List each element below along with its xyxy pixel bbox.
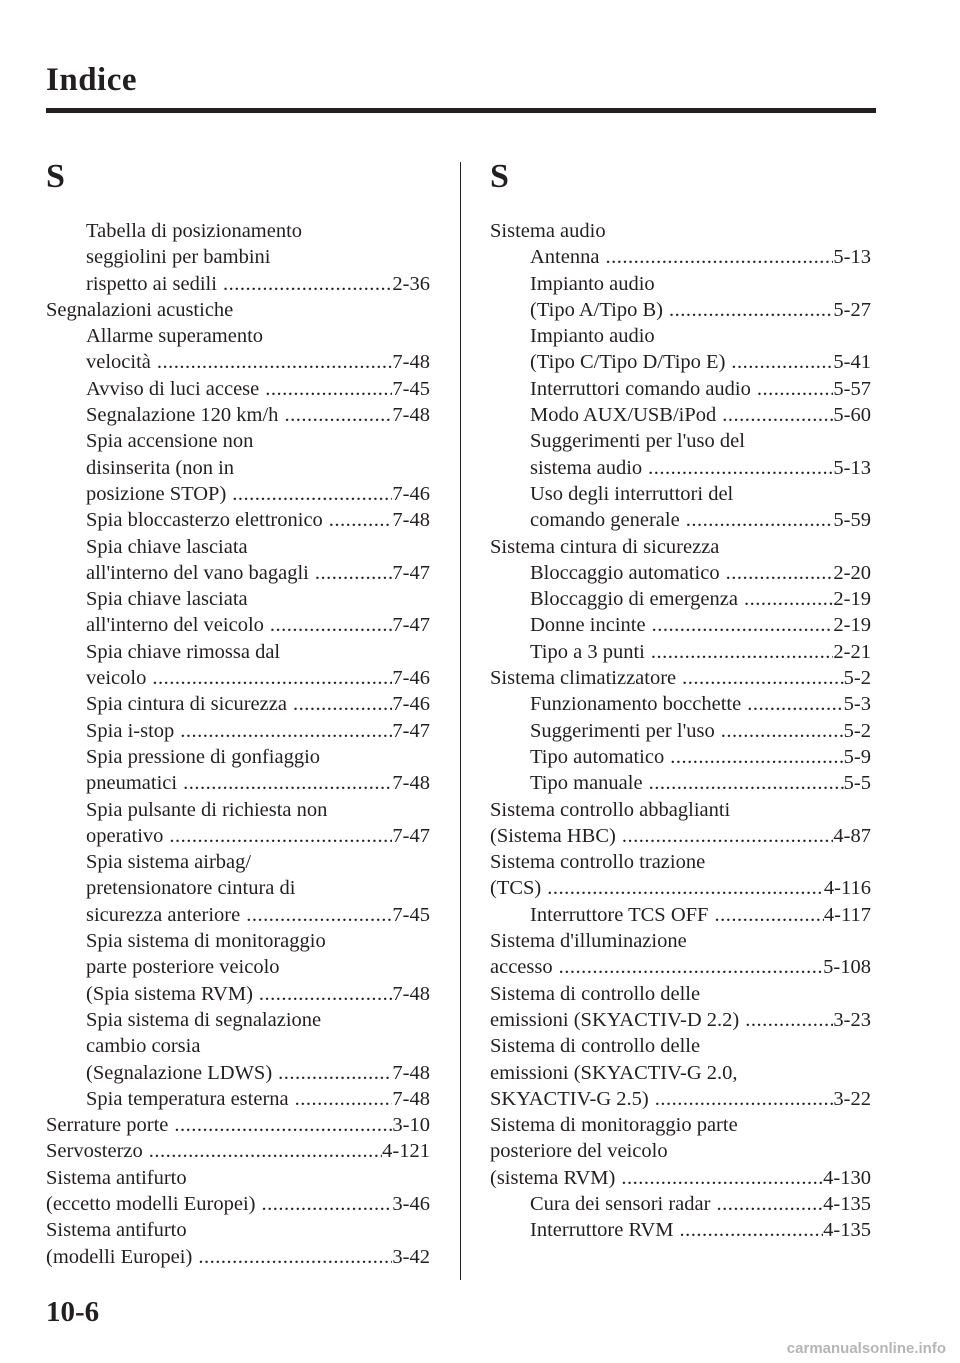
page-reference: 5-108 bbox=[823, 956, 871, 979]
entry-label: Segnalazioni acustiche bbox=[46, 298, 234, 321]
index-heading bbox=[490, 1033, 871, 1059]
index-entry bbox=[490, 507, 871, 533]
dot-leader bbox=[232, 481, 392, 507]
index-heading bbox=[46, 849, 430, 875]
entry-label: Spia chiave rimossa dal bbox=[86, 640, 281, 663]
entry-label: rispetto ai sedili bbox=[86, 272, 217, 295]
dot-leader bbox=[682, 665, 844, 691]
index-entry bbox=[490, 1217, 871, 1243]
page-reference: 4-87 bbox=[833, 824, 871, 847]
index-entry bbox=[490, 349, 871, 375]
page-reference: 5-57 bbox=[833, 377, 871, 400]
page-reference: 7-47 bbox=[392, 614, 430, 637]
dot-leader bbox=[278, 1060, 392, 1086]
dot-leader bbox=[605, 244, 833, 270]
entry-label: Tipo automatico bbox=[530, 745, 665, 768]
entry-label: Servosterzo bbox=[46, 1140, 143, 1163]
page-reference: 5-27 bbox=[833, 298, 871, 321]
entry-label: Sistema cintura di sicurezza bbox=[490, 535, 720, 558]
dot-leader bbox=[722, 402, 833, 428]
index-heading bbox=[490, 481, 871, 507]
index-entry bbox=[46, 507, 430, 533]
entry-label: operativo bbox=[86, 824, 164, 847]
dot-leader bbox=[622, 823, 834, 849]
index-entry bbox=[490, 744, 871, 770]
page-reference: 5-59 bbox=[833, 509, 871, 532]
index-entry bbox=[490, 1191, 871, 1217]
entry-label: Suggerimenti per l'uso bbox=[530, 719, 715, 742]
index-entry bbox=[490, 297, 871, 323]
page-reference: 3-46 bbox=[392, 1192, 430, 1215]
index-entry bbox=[46, 481, 430, 507]
index-list bbox=[490, 218, 871, 1244]
entry-label: disinserita (non in bbox=[86, 456, 235, 479]
page-reference: 2-19 bbox=[833, 588, 871, 611]
dot-leader bbox=[183, 770, 392, 796]
dot-leader bbox=[295, 1086, 393, 1112]
index-heading bbox=[46, 455, 430, 481]
entry-label: (Spia sistema RVM) bbox=[86, 982, 253, 1005]
index-entry bbox=[46, 770, 430, 796]
entry-label: Interruttore RVM bbox=[530, 1219, 674, 1242]
index-heading bbox=[46, 1165, 430, 1191]
page-reference: 7-45 bbox=[392, 903, 430, 926]
entry-label: Modo AUX/USB/iPod bbox=[530, 404, 717, 427]
dot-leader bbox=[651, 639, 834, 665]
page-reference: 5-5 bbox=[843, 772, 871, 795]
page-reference: 7-48 bbox=[392, 772, 430, 795]
dot-leader bbox=[726, 560, 834, 586]
index-heading bbox=[46, 928, 430, 954]
entry-label: Bloccaggio di emergenza bbox=[530, 588, 738, 611]
dot-leader bbox=[652, 612, 834, 638]
index-heading bbox=[46, 954, 430, 980]
entry-label: sistema audio bbox=[530, 456, 643, 479]
index-heading bbox=[46, 875, 430, 901]
entry-label: all'interno del veicolo bbox=[86, 614, 264, 637]
entry-label: velocità bbox=[86, 351, 151, 374]
page-reference: 2-19 bbox=[833, 614, 871, 637]
entry-label: emissioni (SKYACTIV-D 2.2) bbox=[490, 1008, 740, 1031]
page-reference: 4-135 bbox=[823, 1219, 871, 1242]
index-entry bbox=[46, 376, 430, 402]
dot-leader bbox=[649, 770, 844, 796]
index-heading bbox=[490, 981, 871, 1007]
dot-leader bbox=[284, 402, 392, 428]
entry-label: comando generale bbox=[530, 509, 680, 532]
index-entry bbox=[46, 1138, 430, 1164]
dot-leader bbox=[259, 981, 393, 1007]
entry-label: (eccetto modelli Europei) bbox=[46, 1192, 256, 1215]
index-entry bbox=[490, 560, 871, 586]
entry-label: Tabella di posizionamento bbox=[86, 220, 303, 242]
index-entry bbox=[46, 271, 430, 297]
dot-leader bbox=[246, 902, 392, 928]
watermark: carmanualsonline.info bbox=[786, 1340, 946, 1357]
entry-label: Spia sistema airbag/ bbox=[86, 851, 252, 874]
index-entry bbox=[46, 718, 430, 744]
index-entry bbox=[490, 823, 871, 849]
index-heading bbox=[46, 428, 430, 454]
index-heading bbox=[46, 534, 430, 560]
entry-label: accesso bbox=[490, 956, 553, 979]
dot-leader bbox=[621, 1165, 823, 1191]
section-letter: S bbox=[490, 158, 509, 195]
index-entry bbox=[490, 1086, 871, 1112]
page-reference: 7-48 bbox=[392, 351, 430, 374]
entry-label: (Sistema HBC) bbox=[490, 824, 616, 847]
entry-label: Sistema climatizzatore bbox=[490, 667, 677, 690]
page-reference: 2-36 bbox=[392, 272, 430, 295]
page-reference: 7-46 bbox=[392, 693, 430, 716]
entry-label: Interruttore TCS OFF bbox=[530, 903, 709, 926]
index-entry bbox=[46, 1086, 430, 1112]
index-heading bbox=[490, 323, 871, 349]
page-reference: 5-9 bbox=[843, 745, 871, 768]
entry-label: Sistema di controllo delle bbox=[490, 982, 701, 1005]
index-heading bbox=[46, 1007, 430, 1033]
index-list bbox=[46, 218, 430, 1270]
index-entry bbox=[46, 902, 430, 928]
entry-label: Funzionamento bocchette bbox=[530, 693, 742, 716]
entry-label: parte posteriore veicolo bbox=[86, 956, 280, 979]
entry-label: Antenna bbox=[530, 246, 600, 269]
entry-label: Spia pressione di gonfiaggio bbox=[86, 745, 321, 768]
dot-leader bbox=[670, 744, 843, 770]
entry-label: Spia temperatura esterna bbox=[86, 1087, 289, 1110]
index-entry bbox=[46, 402, 430, 428]
entry-label: Sistema di controllo delle bbox=[490, 1035, 701, 1058]
index-entry bbox=[46, 691, 430, 717]
dot-leader bbox=[721, 718, 844, 744]
entry-label: pneumatici bbox=[86, 772, 178, 795]
section-letter: S bbox=[46, 158, 65, 195]
entry-label: Suggerimenti per l'uso del bbox=[530, 430, 745, 453]
left-index-column bbox=[46, 158, 430, 1270]
page-reference: 7-45 bbox=[392, 377, 430, 400]
entry-label: Interruttori comando audio bbox=[530, 377, 751, 400]
page-reference: 7-48 bbox=[392, 1087, 430, 1110]
index-entry bbox=[46, 560, 430, 586]
page-reference: 3-23 bbox=[833, 1008, 871, 1031]
entry-label: Segnalazione 120 km/h bbox=[86, 404, 279, 427]
page-reference: 3-22 bbox=[833, 1087, 871, 1110]
entry-label: Spia sistema di monitoraggio bbox=[86, 930, 326, 953]
page-reference: 7-47 bbox=[392, 561, 430, 584]
entry-label: Spia pulsante di richiesta non bbox=[86, 798, 328, 821]
entry-label: cambio corsia bbox=[86, 1035, 201, 1058]
dot-leader bbox=[149, 1138, 382, 1164]
index-entry bbox=[490, 586, 871, 612]
dot-leader bbox=[265, 376, 392, 402]
entry-label: (Tipo C/Tipo D/Tipo E) bbox=[530, 351, 726, 374]
index-heading bbox=[46, 639, 430, 665]
column-divider bbox=[460, 162, 461, 1280]
entry-label: (Tipo A/Tipo B) bbox=[530, 298, 663, 321]
index-entry bbox=[490, 770, 871, 796]
index-heading bbox=[490, 849, 871, 875]
dot-leader bbox=[655, 1086, 834, 1112]
entry-label: Bloccaggio automatico bbox=[530, 561, 720, 584]
page-reference: 5-41 bbox=[833, 351, 871, 374]
entry-label: Avviso di luci accese bbox=[86, 377, 260, 400]
index-heading bbox=[46, 744, 430, 770]
entry-label: posizione STOP) bbox=[86, 482, 227, 505]
entry-label: (sistema RVM) bbox=[490, 1166, 616, 1189]
index-heading bbox=[490, 1138, 871, 1164]
index-entry bbox=[490, 376, 871, 402]
page-reference: 4-116 bbox=[823, 877, 871, 900]
dot-leader bbox=[547, 875, 824, 901]
index-entry bbox=[490, 665, 871, 691]
entry-label: Allarme superamento bbox=[86, 325, 264, 348]
index-heading bbox=[46, 797, 430, 823]
index-entry bbox=[490, 718, 871, 744]
entry-label: Sistema antifurto bbox=[46, 1166, 187, 1189]
dot-leader bbox=[648, 455, 833, 481]
dot-leader bbox=[169, 823, 392, 849]
dot-leader bbox=[745, 1007, 833, 1033]
page-reference: 2-21 bbox=[833, 640, 871, 663]
index-heading bbox=[46, 323, 430, 349]
dot-leader bbox=[261, 1191, 392, 1217]
entry-label: posteriore del veicolo bbox=[490, 1140, 668, 1163]
dot-leader bbox=[680, 1217, 824, 1243]
dot-leader bbox=[152, 665, 392, 691]
page-reference: 4-135 bbox=[823, 1192, 871, 1215]
right-index-column bbox=[490, 158, 871, 1244]
index-entry bbox=[490, 902, 871, 928]
page-reference: 7-48 bbox=[392, 1061, 430, 1084]
index-entry bbox=[490, 612, 871, 638]
index-heading bbox=[490, 1112, 871, 1138]
page-reference: 5-3 bbox=[843, 693, 871, 716]
entry-label: Spia bloccasterzo elettronico bbox=[86, 509, 323, 532]
index-entry bbox=[46, 1244, 430, 1270]
page-reference: 7-48 bbox=[392, 509, 430, 532]
index-entry bbox=[490, 402, 871, 428]
index-entry bbox=[490, 954, 871, 980]
index-heading bbox=[490, 928, 871, 954]
entry-label: Sistema audio bbox=[490, 220, 606, 242]
page-reference: 7-46 bbox=[392, 482, 430, 505]
index-heading bbox=[490, 271, 871, 297]
dot-leader bbox=[293, 691, 392, 717]
dot-leader bbox=[223, 271, 392, 297]
entry-label: Tipo a 3 punti bbox=[530, 640, 645, 663]
entry-label: Sistema controllo abbaglianti bbox=[490, 798, 731, 821]
dot-leader bbox=[559, 954, 824, 980]
entry-label: SKYACTIV-G 2.5) bbox=[490, 1087, 649, 1110]
page-reference: 3-10 bbox=[392, 1114, 430, 1137]
index-entry bbox=[46, 1060, 430, 1086]
page-reference: 7-47 bbox=[392, 824, 430, 847]
entry-label: Cura dei sensori radar bbox=[530, 1192, 711, 1215]
index-heading bbox=[46, 218, 430, 244]
entry-label: Sistema controllo trazione bbox=[490, 851, 706, 874]
dot-leader bbox=[714, 902, 823, 928]
index-entry bbox=[490, 244, 871, 270]
entry-label: Spia chiave lasciata bbox=[86, 535, 248, 558]
index-heading bbox=[490, 534, 871, 560]
entry-label: Spia accensione non bbox=[86, 430, 254, 453]
page-reference: 7-47 bbox=[392, 719, 430, 742]
entry-label: emissioni (SKYACTIV-G 2.0, bbox=[490, 1061, 738, 1084]
index-heading bbox=[46, 586, 430, 612]
index-heading bbox=[46, 297, 430, 323]
dot-leader bbox=[731, 349, 833, 375]
entry-label: veicolo bbox=[86, 667, 147, 690]
entry-label: all'interno del vano bagagli bbox=[86, 561, 309, 584]
page-reference: 7-48 bbox=[392, 982, 430, 1005]
page-reference: 4-117 bbox=[823, 903, 871, 926]
page-reference: 4-121 bbox=[382, 1140, 430, 1163]
dot-leader bbox=[747, 691, 843, 717]
page-reference: 2-20 bbox=[833, 561, 871, 584]
page-reference: 4-130 bbox=[823, 1166, 871, 1189]
entry-label: Spia cintura di sicurezza bbox=[86, 693, 287, 716]
index-entry bbox=[46, 1191, 430, 1217]
index-heading bbox=[46, 1033, 430, 1059]
index-entry bbox=[490, 691, 871, 717]
index-entry bbox=[490, 875, 871, 901]
page-reference: 7-48 bbox=[392, 404, 430, 427]
page-title: Indice bbox=[46, 62, 138, 98]
index-entry bbox=[46, 665, 430, 691]
entry-label: sicurezza anteriore bbox=[86, 903, 241, 926]
entry-label: (modelli Europei) bbox=[46, 1245, 193, 1268]
dot-leader bbox=[157, 349, 393, 375]
index-entry bbox=[490, 1165, 871, 1191]
index-entry bbox=[46, 349, 430, 375]
dot-leader bbox=[757, 376, 834, 402]
dot-leader bbox=[270, 612, 393, 638]
entry-label: Serrature porte bbox=[46, 1114, 169, 1137]
entry-label: seggiolini per bambini bbox=[86, 246, 271, 269]
page-number: 10-6 bbox=[46, 1296, 100, 1328]
dot-leader bbox=[174, 1112, 392, 1138]
entry-label: Tipo manuale bbox=[530, 772, 643, 795]
entry-label: Impianto audio bbox=[530, 272, 655, 295]
index-entry bbox=[490, 1007, 871, 1033]
entry-label: Impianto audio bbox=[530, 325, 655, 348]
index-entry bbox=[46, 823, 430, 849]
index-entry bbox=[490, 455, 871, 481]
index-heading bbox=[490, 797, 871, 823]
entry-label: Spia chiave lasciata bbox=[86, 588, 248, 611]
dot-leader bbox=[198, 1244, 392, 1270]
dot-leader bbox=[315, 560, 393, 586]
entry-label: Spia sistema di segnalazione bbox=[86, 1008, 322, 1031]
entry-label: Donne incinte bbox=[530, 614, 646, 637]
dot-leader bbox=[716, 1191, 823, 1217]
index-entry bbox=[46, 1112, 430, 1138]
entry-label: (TCS) bbox=[490, 877, 542, 900]
page-reference: 5-13 bbox=[833, 246, 871, 269]
header-rule bbox=[46, 108, 876, 113]
index-heading bbox=[46, 244, 430, 270]
page-reference: 5-2 bbox=[843, 719, 871, 742]
dot-leader bbox=[329, 507, 393, 533]
entry-label: Uso degli interruttori del bbox=[530, 482, 734, 505]
index-entry bbox=[46, 981, 430, 1007]
entry-label: pretensionatore cintura di bbox=[86, 877, 296, 900]
index-entry bbox=[46, 612, 430, 638]
page-reference: 5-13 bbox=[833, 456, 871, 479]
dot-leader bbox=[180, 718, 392, 744]
index-heading bbox=[46, 1217, 430, 1243]
page-reference: 5-60 bbox=[833, 404, 871, 427]
page-reference: 5-2 bbox=[843, 667, 871, 690]
page-reference: 3-42 bbox=[392, 1245, 430, 1268]
dot-leader bbox=[669, 297, 833, 323]
index-entry bbox=[490, 639, 871, 665]
dot-leader bbox=[744, 586, 833, 612]
index-heading bbox=[490, 428, 871, 454]
page-reference: 7-46 bbox=[392, 667, 430, 690]
entry-label: Sistema d'illuminazione bbox=[490, 930, 687, 953]
entry-label: Spia i-stop bbox=[86, 719, 175, 742]
index-heading bbox=[490, 218, 871, 244]
dot-leader bbox=[686, 507, 834, 533]
entry-label: Sistema antifurto bbox=[46, 1219, 187, 1242]
entry-label: Sistema di monitoraggio parte bbox=[490, 1114, 738, 1137]
entry-label: (Segnalazione LDWS) bbox=[86, 1061, 273, 1084]
index-heading bbox=[490, 1060, 871, 1086]
